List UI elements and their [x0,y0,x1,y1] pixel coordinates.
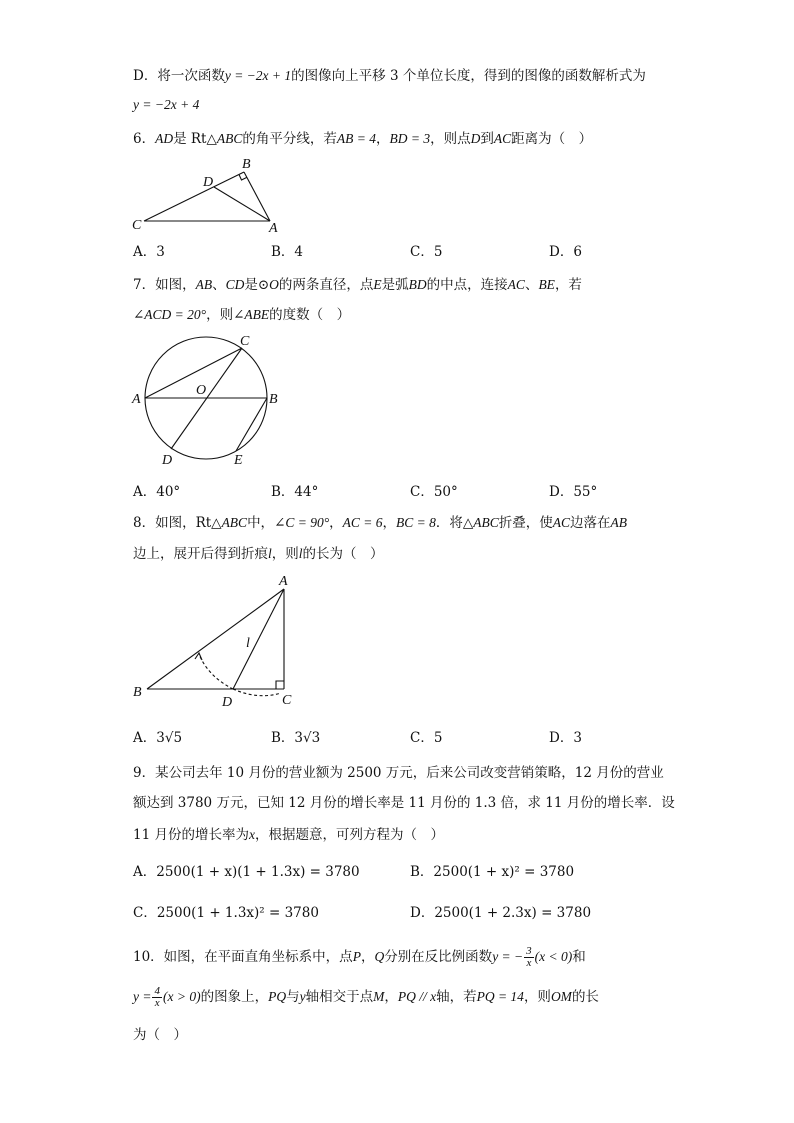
q6-label-c: C [132,218,142,233]
fraction: $\frac{4}{x}$ [154,985,160,1009]
q9-option-d[interactable]: D．2500(1 + 2.3x) = 3780 [410,905,592,921]
q7-chord-ac [145,348,242,398]
q8-option-b[interactable]: B．3√3 [271,730,321,746]
q9-option-c[interactable]: C．2500(1 + 1.3x)² = 3780 [133,905,319,921]
q8-fold-arc-left [199,654,233,689]
q8-label-a: A [279,574,288,589]
q8-option-a[interactable]: A．3√5 [133,730,183,746]
q5-option-d-line2 [133,96,199,114]
q7-circle-figure [130,333,290,473]
q10-stem-line2: y = $\frac{4}{x}$ (x > 0)的图象上，PQ与y轴相交于点M，PQ // x轴，若PQ = 14，则OM的长 [133,985,599,1009]
q8-stem-line2: 边上，展开后得到折痕l，则l的长为（ ） [133,546,384,562]
q6-label-a: A [269,221,278,236]
q7-option-b[interactable]: B．44° [271,484,319,500]
q7-option-d[interactable]: D．55° [549,484,598,500]
q7-label-o: O [196,383,207,398]
q6-label-b: B [242,157,251,172]
q6-option-b[interactable]: B．4 [271,244,304,260]
q8-stem-line1: 8．如图，Rt△ABC中，∠C = 90°，AC = 6，BC = 8．将△ABC折叠，使AC边落在AB [133,515,628,531]
q8-label-d: D [222,695,233,710]
q5-option-d-line1: D．将一次函数y = −2x + 1的图像向上平移 3 个单位长度，得到的图像的函数解析式为 [133,68,646,84]
q9-option-b[interactable]: B．2500(1 + x)² = 3780 [410,864,575,880]
q7-chord-be [236,398,267,451]
q8-right-angle-mark [276,681,284,689]
q9-stem-line2: 额达到 3780 万元，已知 12 月份的增长率是 11 月份的 1.3 倍，求 11 月份的增长率．设 [133,795,675,811]
q8-label-b: B [133,685,142,700]
q10-stem-line1: 10．如图，在平面直角坐标系中，点P，Q分别在反比例函数y = − $\frac{3}{x}$ (x < 0)和 [133,945,586,969]
q7-label-d: D [162,453,173,468]
q8-fold-arc-right [233,689,281,696]
q6-option-c[interactable]: C．5 [410,244,443,260]
q7-label-c: C [240,334,250,349]
math-expression: y = −2x + 1 [224,68,292,83]
q10-stem-line3: 为（ ） [133,1027,187,1043]
q8-label-c: C [282,693,292,708]
q8-triangle-figure [130,572,310,712]
q8-label-l: l [246,636,250,651]
q6-option-a[interactable]: A．3 [133,244,165,260]
q9-option-a[interactable]: A．2500(1 + x)(1 + 1.3x) = 3780 [133,864,360,880]
q8-option-d[interactable]: D．3 [549,730,582,746]
q9-stem-line3: 11 月份的增长率为x，根据题意，可列方程为（ ） [133,827,444,843]
q7-label-e: E [234,453,243,468]
q6-option-d[interactable]: D．6 [549,244,582,260]
math-expression: y = −2x + 4 [133,97,200,112]
q7-option-a[interactable]: A．40° [133,484,181,500]
q7-label-a: A [132,392,141,407]
q6-triangle-figure [130,155,290,235]
q7-stem-line2: ∠ACD = 20°，则∠ABE的度数（ ） [133,307,351,323]
fraction: $\frac{3}{x}$ [526,945,532,969]
q7-option-c[interactable]: C．50° [410,484,458,500]
q7-label-b: B [269,392,278,407]
q6-stem: 6．AD是 Rt△ABC的角平分线，若AB = 4，BD = 3，则点D到AC距离为（ ） [133,131,593,147]
q9-stem-line1: 9．某公司去年 10 月份的营业额为 2500 万元，后来公司改变营销策略，12 月份的营业 [133,765,664,781]
q8-crease-l [233,589,284,689]
q8-option-c[interactable]: C．5 [410,730,443,746]
q7-stem-line1: 7．如图，AB、CD是⊙O的两条直径，点E是弧BD的中点，连接AC、BE，若 [133,277,582,293]
q8-segment-ba [147,589,284,689]
q6-label-d: D [203,175,214,190]
